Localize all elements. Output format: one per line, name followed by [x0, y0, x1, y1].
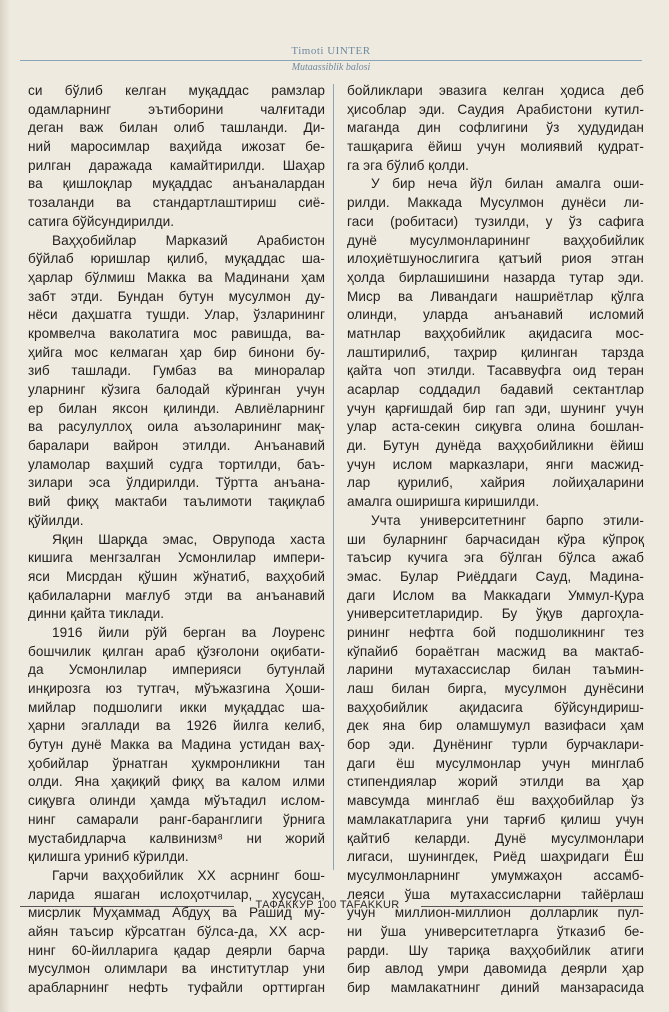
text-line: вий фиқҳ мактаби таълимоти тақиқлаб [28, 494, 325, 510]
text-line: Учта университетнинг барпо этили- [371, 512, 644, 528]
text-line: қўйилди. [28, 512, 84, 528]
text-line: ларида яшаган ислоҳотчилар, хусусан, [28, 886, 325, 902]
text-line: си бўлиб келган муқаддас рамзлар [28, 83, 325, 98]
text-line: стипендиялар жорий этилди ва ҳар [347, 774, 644, 790]
text-line: зиб ташлади. Гумбаз ва миноралар [28, 363, 325, 379]
text-line: У бир неча йўл билан амалга оши- [371, 176, 644, 192]
text-line: мусулмонларнинг умумжаҳон ассамб- [347, 867, 644, 883]
text-line: нинг 60-йилларига қадар деярли барча [28, 942, 325, 958]
text-line: рининг нефтга бой подшоликнинг тез [347, 624, 644, 640]
text-line: инқирозга юз тутгач, мўъжазгина Ҳоши- [28, 681, 325, 696]
text-line: дунё мусулмонларининг ваҳҳобийлик [347, 232, 644, 248]
text-line: гаси (робитаси) тузилди, у ўз сафига [347, 213, 644, 229]
text-line: таъсир кучига эга бўлган бўлса ажаб [347, 550, 644, 566]
text-line: асарлар соддадил бадавий сектантлар [347, 382, 644, 397]
text-line: бор эди. Дунёнинг турли бурчаклари- [347, 737, 644, 753]
text-line: арабларнинг нефть туфайли орттирган [28, 980, 325, 995]
text-line: айян таъсир кўрсатган бўлса-да, XX аср- [28, 923, 325, 939]
footer-rule-right [421, 906, 643, 907]
text-line: сиқувга олинди ҳамда мўътадил ислом- [28, 793, 325, 809]
text-line: ва расулуллоҳ оила аъзоларининг мақ- [28, 419, 325, 435]
text-line: учун ислом марказлари, янги масжид- [347, 456, 644, 472]
text-line: 1916 йили рўй берган ва Лоуренс [52, 624, 325, 640]
text-line: ний маросимлар ваҳийда ижозат бе- [28, 139, 325, 155]
footer-page-label: ТАФАККУР 100 TAFAKKUR [255, 899, 400, 911]
text-line: Гарчи ваҳҳобийлик XX асрнинг бош- [52, 867, 325, 883]
text-line: Миср ва Ливандаги нашриётлар қўлга [347, 288, 644, 304]
text-line: дек яна бир оламшумул вазифаси ҳам [347, 718, 644, 734]
text-line: уларнинг кўзига балодай кўринган учун [28, 382, 325, 397]
text-line: лаш билан бирга, мусулмон дунёсини [347, 681, 644, 696]
text-line: ер билан яксон қилинди. Авлиёларнинг [28, 400, 325, 416]
left-text-column [28, 82, 325, 995]
text-line: бир мамлакатнинг диний манзарасида [347, 980, 644, 995]
text-line: да Усмонлилар империяси бутунлай [28, 662, 325, 678]
header-rule [20, 60, 642, 61]
text-line: улар аста-секин сиқувга олина бошлан- [347, 419, 644, 435]
right-text-column [347, 82, 644, 995]
text-line: ташқарига ёйиш учун молиявий қудрат- [347, 139, 644, 155]
text-line: учун қарғишдай бир гап эди, шунинг учун [347, 400, 644, 416]
footer-rule-left [20, 906, 234, 907]
text-line: нинг самарали ранг-баранглиги ўрнига [28, 811, 325, 827]
text-line: бутун дунё Макка ва Мадина устидан ваҳ- [28, 737, 325, 753]
text-line: қабилаларни мағлуб этди ва анъанавий [28, 587, 325, 603]
text-line: ва қишлоқлар муқаддас анъаналардан [28, 176, 325, 192]
text-line: рилди. Маккада Мусулмон дунёси ли- [347, 195, 644, 211]
text-line: сатига бўйсундирилди. [28, 213, 175, 229]
text-line: мийлар подшолиги икки муқаддас ша- [28, 699, 325, 715]
text-line: бир авлод умри давомида деярли ҳар [347, 961, 644, 977]
text-line: ҳарни эгаллади ва 1926 йилга келиб, [28, 718, 325, 734]
text-line: ди. Бутун дунёда ваҳҳобийликни ёйиш [347, 438, 644, 454]
text-line: маганда дин софлигини ўз ҳудудидан [347, 120, 644, 136]
text-line: ҳарлар бўлмиш Макка ва Мадинани ҳам [28, 269, 325, 285]
text-line: бошчилик қилган араб қўзғолони оқибати- [28, 643, 325, 659]
text-line: леяси ўша мутахассисларни тайёрлаш [347, 886, 644, 902]
text-line: бўйлаб юришлар қилиб, муқаддас ша- [28, 251, 325, 267]
text-line: олди. Яна ҳақиқий фиқҳ ва калом илми [28, 774, 325, 790]
text-line: ларини мутахассислар билан таъмин- [347, 662, 644, 678]
text-line: ваҳҳобийлик ақидасига бўйсундириш- [347, 699, 644, 715]
text-line: кромвелча ваколатига мос равишда, ва- [28, 325, 325, 341]
text-line: қайтиб келарди. Дунё мусулмонлари [347, 830, 644, 846]
text-line: рилган даражада камайтирилди. Шаҳар [28, 157, 325, 173]
text-line: ши буларнинг барчасидан кўра кўпроқ [347, 531, 644, 547]
text-line: одамларнинг эътиборини чалғитади [28, 101, 325, 117]
text-line: рарди. Шу тариқа ваҳҳобийлик атиги [347, 942, 644, 958]
text-line: Ваҳҳобийлар Марказий Арабистон [52, 232, 325, 248]
text-line: бойликлари эвазига келган ҳодиса деб [347, 83, 644, 98]
text-line: ни ўша университетларга ўтказиб бе- [347, 923, 644, 939]
text-line: мамлакатларига уни тарғиб қилиш учун [347, 811, 644, 827]
text-line: лигаси, шунингдек, Риёд шаҳридаги Ёш [347, 849, 644, 865]
running-header-author: Timoti UINTER [291, 45, 371, 57]
text-line: деган важ билан олиб ташланди. Ди- [28, 120, 325, 136]
text-line: қайта чоп этилди. Тасаввуфга оид теран [347, 363, 644, 379]
text-line: нёси даҳшатга тушди. Улар, ўзларининг [28, 307, 325, 323]
text-line: забт этди. Бундан бутун мусулмон ду- [28, 288, 325, 304]
text-line: ҳисоблар эди. Саудия Арабистони кутил- [347, 101, 644, 117]
text-line: қилишга уриниб кўрилди. [28, 849, 189, 865]
text-line: олинди, уларда анъанавий исломий [347, 307, 644, 323]
text-line: эмас. Булар Риёддаги Сауд, Мадина- [347, 568, 644, 584]
text-line: университетларидир. Бу ўқув даргоҳла- [347, 606, 644, 622]
text-line: мавсумда минглаб ёш ваҳҳобийлар ўз [347, 793, 644, 809]
column-divider [333, 84, 334, 870]
text-line: динни қайта тиклади. [28, 606, 165, 622]
text-line: кишига менгзалган Усмонлилар импери- [28, 550, 325, 566]
text-line: ҳийга мос келмаган ҳар бир бинони бу- [28, 344, 325, 360]
text-line: Яқин Шарқда эмас, Оврупода хаста [52, 531, 325, 547]
text-line: кўпайиб бораётган масжид ва мактаб- [347, 643, 644, 659]
text-line: тозаланди ва стандартлаштириш сиё- [28, 195, 325, 211]
text-line: илоҳиётшунослигига қатъий риоя этган [347, 251, 644, 267]
text-line: мисрлик Муҳаммад Абдуҳ ва Рашид му- [28, 905, 325, 921]
text-line: лар қурилиб, хайрия лойиҳаларини [347, 475, 644, 491]
text-line: га эга бўлиб қолди. [347, 157, 469, 173]
text-line: баралари вайрон этилди. Анъанавий [28, 438, 325, 454]
text-line: амалга оширишга киришилди. [347, 494, 540, 510]
page-edge-shadow [0, 0, 10, 1012]
text-line: зилари эса ўлдирилди. Тўртта анъана- [28, 475, 325, 491]
text-line: даги Ислом ва Маккадаги Уммул-Қура [347, 587, 644, 603]
text-line: ҳолда бирлашишини назарда тутар эди. [347, 269, 644, 285]
text-line: лаштирилиб, таҳрир қилинган тарзда [347, 344, 644, 360]
text-line: мусулмон олимлари ва институтлар уни [28, 961, 325, 977]
text-line: уламолар ваҳший судга тортилди, баъ- [28, 456, 325, 472]
text-line: учун миллион-миллион долларлик пул- [347, 905, 644, 921]
text-line: мустабидларча калвинизм⁸ ни жорий [28, 830, 325, 846]
text-line: яси Мисрдан қўшин жўнатиб, ваҳҳобий [28, 568, 325, 584]
text-line: ҳобийлар ўрнатган ҳукмронликни тан [28, 755, 325, 771]
text-line: матнлар ваҳҳобийлик ақидасига мос- [347, 325, 644, 341]
text-line: даги ёш мусулмонлар учун минглаб [347, 755, 644, 771]
running-header-subtitle: Mutaassiblik balosi [291, 62, 371, 73]
